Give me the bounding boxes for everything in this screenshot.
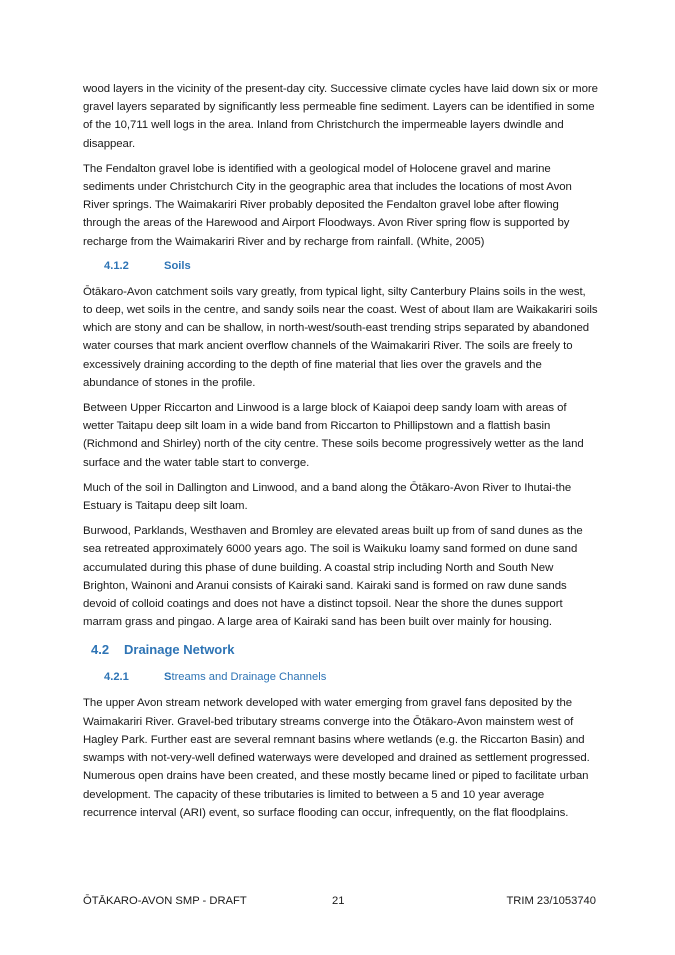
document-body [83, 80, 598, 829]
paragraph-taitapu-silt: Much of the soil in Dallington and Linwood, and a band along the Ōtākaro-Avon River to Ihutai-the Estuary is Taitapu deep silt loam. [83, 481, 572, 513]
footer-trim-reference: TRIM 23/1053740 [506, 895, 596, 907]
paragraph-kaiapoi-loam: Between Upper Riccarton and Linwood is a large block of Kaiapoi deep sandy loam with areas of wetter Taitapu deep silt loam in a wide band from Riccarton to Phillipstown and a flattish basin (Richmond and Shirley) north of the city centre. These soils become progressively wetter as the land surface and the water table start to converge. [83, 402, 584, 469]
section-title-rest: treams and Drainage Channels [171, 671, 327, 684]
paragraph-catchment-soils: Ōtākaro-Avon catchment soils vary greatly, from typical light, silty Canterbury Plains soils in the west, to deep, wet soils in the centre, and sandy soils near the coast. West of about Ilam are Waikakariri soils which are stony and can be shallow, in north-west/south-east trending strips separated by abandoned water courses that mark ancient overflow channels of the Waimakariri River. The soils are freely to excessively draining according to the depth of fine material that lies over the gravels and the abundance of stones in the profile. [83, 285, 598, 389]
heading-4-2-1 [104, 669, 598, 685]
section-number: 4.2.1 [104, 671, 129, 684]
paragraph-sand-dunes: Burwood, Parklands, Westhaven and Bromley are elevated areas built up from of sand dunes as the sea retreated approximately 6000 years ago. The soil is Waikuku loamy sand formed on dune sand accumulated during this phase of dune building. A coastal strip including North and South New Brighton, Wainoni and Aranui consists of Kairaki sand. Kairaki sand is formed on raw dune sands devoid of colloid coatings and does not have a distinct topsoil. Near the shore the dunes support marram grass and pingao. A large area of Kairaki sand has been built over mainly for housing. [83, 525, 583, 629]
section-title: Soils [164, 259, 191, 272]
paragraph-fendalton-lobe: The Fendalton gravel lobe is identified with a geological model of Holocene gravel and marine sediments under Christchurch City in the geographic area that includes the locations of most Avon River springs. The Waimakariri River probably deposited the Fendalton gravel lobe after flowing through the areas of the Harewood and Airport Floodways. Avon River spring flow is supported by recharge from the Waimakariri River and by recharge from rainfall. (White, 2005) [83, 162, 572, 248]
paragraph-stream-network: The upper Avon stream network developed with water emerging from gravel fans deposited by the Waimakariri River. Gravel-bed tributary streams converge into the Ōtākaro-Avon mainstem west of Hagley Park. Further east are several remnant basins where wetlands (e.g. the Riccarton Basin) and swamps with not-very-well defined waterways were developed and drained as settlement progressed. Numerous open drains have been created, and these mostly became lined or piped to facilitate urban development. The capacity of these tributaries is limited to between a 5 and 10 year average recurrence interval (ARI) event, so surface flooding can occur, infrequently, on the flat floodplains. [83, 697, 590, 819]
heading-4-2 [91, 641, 598, 659]
paragraph-gravel-layers: wood layers in the vicinity of the present-day city. Successive climate cycles have laid down six or more gravel layers separated by significantly less permeable fine sediment. Layers can be identified in some of the 10,711 well logs in the area. Inland from Christchurch the impermeable layers dwindle and disappear. [83, 83, 598, 150]
footer-page-number: 21 [332, 895, 345, 907]
section-title-initial: S [164, 671, 172, 684]
footer-document-title: ŌTĀKARO-AVON SMP - DRAFT [83, 895, 247, 907]
section-number: 4.2 [91, 642, 110, 658]
page-footer [83, 893, 596, 909]
heading-4-1-2 [104, 258, 598, 274]
section-number: 4.1.2 [104, 259, 129, 272]
section-title [164, 669, 326, 685]
section-title: Drainage Network [124, 642, 235, 658]
